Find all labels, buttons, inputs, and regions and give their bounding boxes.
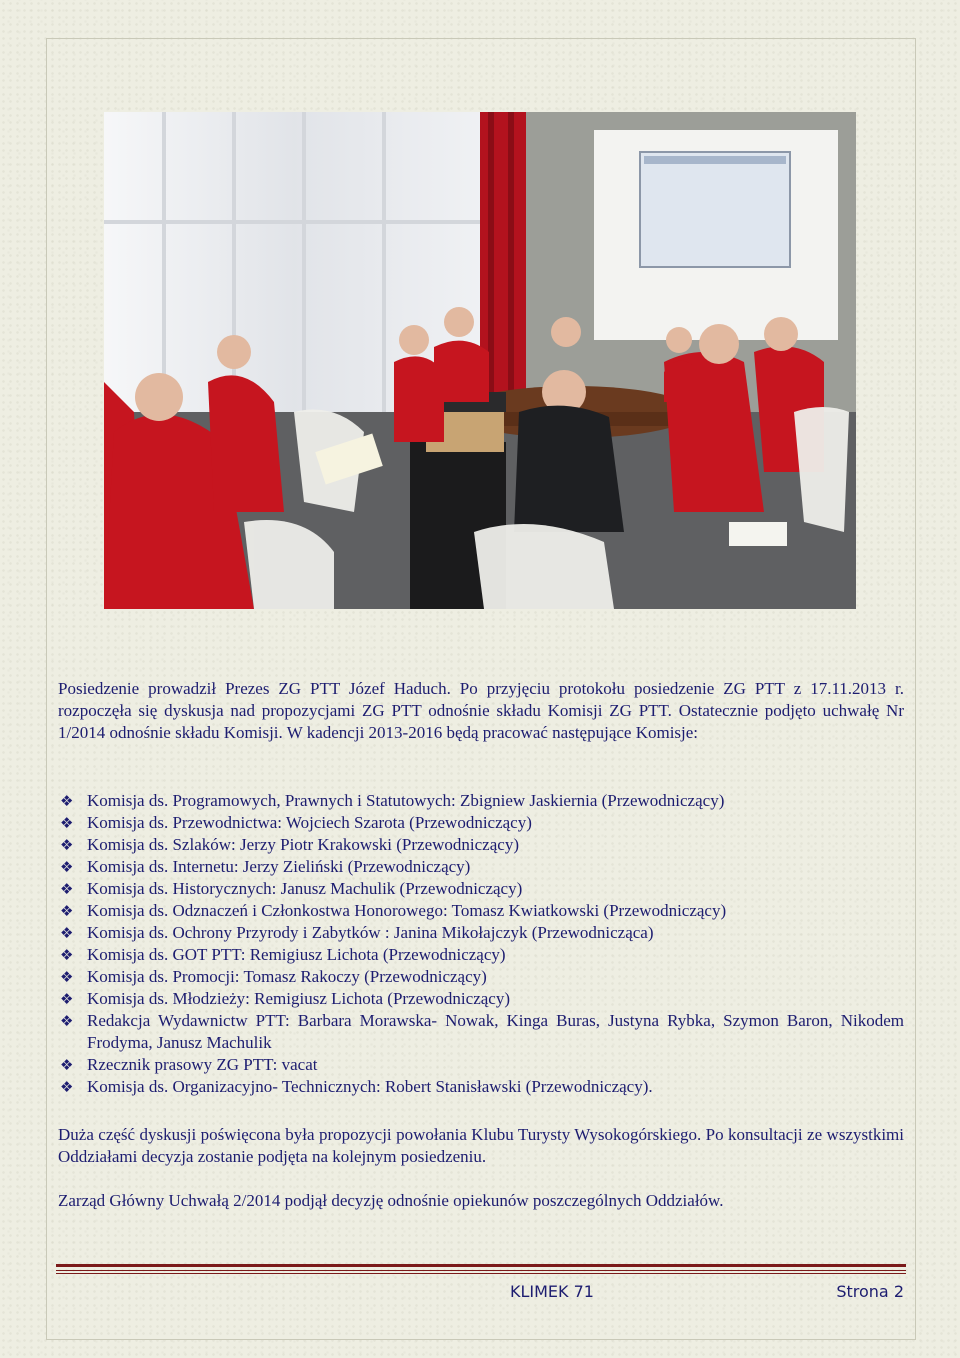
intro-paragraph-text: Posiedzenie prowadził Prezes ZG PTT Józef Haduch. Po przyjęciu protokołu posiedzenie ZG PTT z 17.11.2013 r. rozpoczęła się dyskusja nad propozycjami ZG PTT odnośnie składu Komisji ZG PTT. Ostatecznie podjęto uchwałę Nr 1/2014 odnośnie składu Komisji. W kadencji 2013-2016 będą pracować następujące Komisje: — [58, 679, 904, 742]
list-item: ❖ Komisja ds. Przewodnictwa: Wojciech Szarota (Przewodniczący) — [60, 813, 532, 832]
diamond-bullet-icon: ❖ — [60, 836, 74, 854]
diamond-bullet-icon: ❖ — [60, 814, 74, 832]
list-item: ❖ Komisja ds. Ochrony Przyrody i Zabytków : Janina Mikołajczyk (Przewodnicząca) — [60, 923, 654, 942]
list-item: ❖ Komisja ds. Promocji: Tomasz Rakoczy (Przewodniczący) — [60, 967, 487, 986]
intro-paragraph — [58, 678, 904, 744]
footer-divider — [56, 1264, 906, 1267]
list-item: ❖ Komisja ds. Organizacyjno- Technicznych: Robert Stanisławski (Przewodniczący). — [60, 1077, 653, 1096]
diamond-bullet-icon: ❖ — [60, 990, 74, 1008]
diamond-bullet-icon: ❖ — [60, 880, 74, 898]
diamond-bullet-icon: ❖ — [60, 1078, 74, 1096]
diamond-bullet-icon: ❖ — [60, 946, 74, 964]
committee-list — [58, 790, 904, 1098]
diamond-bullet-icon: ❖ — [60, 858, 74, 876]
meeting-photo — [104, 112, 856, 609]
list-item: ❖ Komisja ds. GOT PTT: Remigiusz Lichota (Przewodniczący) — [60, 945, 506, 964]
footer-divider — [56, 1270, 906, 1271]
list-item: ❖ Komisja ds. Internetu: Jerzy Zieliński (Przewodniczący) — [60, 857, 471, 876]
list-item: ❖ Komisja ds. Historycznych: Janusz Machulik (Przewodniczący) — [60, 879, 523, 898]
diamond-bullet-icon: ❖ — [60, 1056, 74, 1074]
diamond-bullet-icon: ❖ — [60, 924, 74, 942]
footer-page-number: Strona 2 — [836, 1282, 904, 1301]
diamond-bullet-icon: ❖ — [60, 968, 74, 986]
discussion-paragraph: Duża część dyskusji poświęcona była propozycji powołania Klubu Turysty Wysokogórskiego. Po konsultacji ze wszystkimi Oddziałami decyzja zostanie podjęta na kolejnym posiedzeniu. — [58, 1125, 904, 1166]
diamond-bullet-icon: ❖ — [60, 1012, 74, 1030]
list-item: ❖ Komisja ds. Programowych, Prawnych i Statutowych: Zbigniew Jaskiernia (Przewodniczący) — [60, 791, 725, 810]
photo-meeting-icon — [104, 112, 856, 609]
list-item: ❖ Rzecznik prasowy ZG PTT: vacat — [60, 1055, 318, 1074]
list-item: ❖ Komisja ds. Szlaków: Jerzy Piotr Krakowski (Przewodniczący) — [60, 835, 519, 854]
footer-divider — [56, 1273, 906, 1274]
resolution-paragraph: Zarząd Główny Uchwałą 2/2014 podjął decyzję odnośnie opiekunów poszczególnych Oddziałów. — [58, 1191, 724, 1210]
list-item: ❖ Komisja ds. Odznaczeń i Członkostwa Honorowego: Tomasz Kwiatkowski (Przewodniczący) — [60, 901, 727, 920]
diamond-bullet-icon: ❖ — [60, 902, 74, 920]
footer-publication: KLIMEK 71 — [510, 1282, 594, 1301]
list-item: ❖ Redakcja Wydawnictw PTT: Barbara Morawska- Nowak, Kinga Buras, Justyna Rybka, Szymon Baron, Nikodem Frodyma, Janusz Machulik — [60, 1011, 904, 1052]
diamond-bullet-icon: ❖ — [60, 792, 74, 810]
list-item: ❖ Komisja ds. Młodzieży: Remigiusz Lichota (Przewodniczący) — [60, 989, 510, 1008]
